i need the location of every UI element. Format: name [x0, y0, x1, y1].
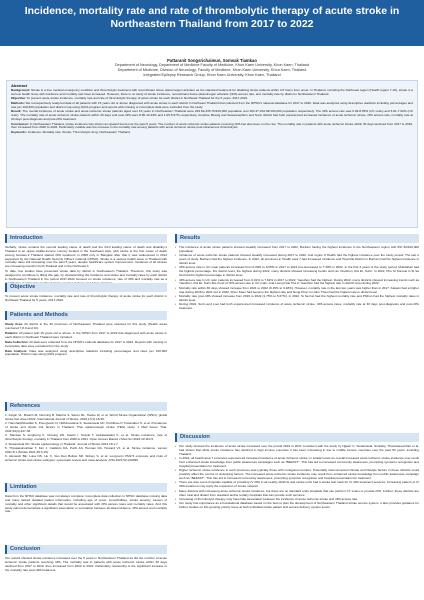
abstract-text: Incidence; Mortality rate; Stroke; Thrombolytic drug; Northeastern Thailand: [27, 129, 130, 134]
results-list: [175, 246, 419, 311]
poster-title: Incidence, mortality rate and rate of thrombolytic therapy of acute stroke in Northeastern Thailand from 2017 to 2022: [24, 5, 400, 30]
results-item: • Mortality rate post-rtPA showed increase from 2019 to 2022 (1.75% to 5.67%). In 2022, Si Sa Ket had the highest mortality rate and Phibun had the highest mortality rates in district level.: [175, 295, 419, 303]
affiliation: Integrated Epilepsy Research Group, Khon Kaen University, Khon Kaen, Thailand: [143, 73, 281, 77]
abstract-paragraph: [11, 131, 413, 135]
reference-item: 1. Feigin VL, Brainin M, Norrving B, Martins S, Sacco RL, Hacke W, et al. World Stroke Organization (WSO): global stroke fact sheet 2022. International Journal of Stroke. 2022;17(1):18-29.: [5, 413, 167, 421]
references-body: [5, 414, 167, 464]
discussion-item: • Many districts with increasing acute ischemic stroke incidence, but there are no standard endo hospitals that can perform CT scans or provide rtPA. Further, these districts are often rural and distant from standard and/or tertiary hospitals that can provide such services.: [175, 490, 419, 498]
introduction-paragraph: To date, few studies have presented stroke data by district in Northeastern Thailand. Therefore, this study was designed to contribute to filling this gap, by characterizing the incidence and stroke and mortality rates by each district in Northeastern Thailand in the period 2017-2022 focused on stroke incidence, rate of rtPA and mortality rate as a: [5, 269, 167, 281]
discussion-list: [175, 445, 419, 510]
results-item: • The incidence of acute stroke patients showed steadily increased from 2017 to 2022, Buriram having the highest incidence in the Northeastern region with 597.40/100,000 population.: [175, 246, 419, 254]
discussion-item: • Our study showed the incidence of acute stroke increased over the period 2019 to 2021 consistent with the study by Njjaeri C, Suwanwela. Similarly, Thamkaeowchan et al. had shown that while stroke incidence has declined in high income countries it has been increasing in low to middle income countries over the past 50 years, including Thailand.: [175, 445, 419, 457]
objective-text: To present acute stroke incidence, mortality rate and rate of thrombolytic therapy of acute stroke for each district in Northeast Thailand for 5 years, 2017-2022.: [5, 294, 167, 302]
results-body: [175, 246, 419, 312]
introduction-heading: Introduction: [5, 234, 167, 243]
abstract-text: Stroke is a true medical emergency condition and thrombolytic treatment with recombinant tissue plasminogen activator as the standard treatment for disabling stroke patients within 4.5 hours from onset. In Thailand, including the Northeast region (Health region 7-10), stroke is a serious health issue with incidence and mortality rate have increased. However, there is no study of stroke incidence, recombinant tissue plasminogen activator (rtPA) access rate, and mortality rate by district in Northeastern Thailand.: [11, 87, 413, 96]
affiliation: Department of Neurology, Department of Medicine Faculty of Medicine, Khon Kaen University, Khon Kaen, Thailand: [114, 63, 310, 67]
conclusion-text: Our results showed stroke incidence increased over the 5 years in Northeastern Thailand as did the number of acute ischemic stroke patients receiving rtPA. The mortality rate in patients with acute ischemic stroke within 30 days declined from 2017 to 2019, then increased from 2020 to 2022. Particularly noteworthy is the significant increase in the mortality rate post-rtPA treatment.: [5, 556, 167, 572]
author-names: Pattaranit Songsrichaimun, Somsak Tiamkao: [167, 58, 257, 63]
discussion-item: • Our study has importance as a foundational database based on the best to plan the development of Northeastern Thailand stroke service system, it also provides guidance for further studies on this growing priority issue at both individual stroke patient and service delivery system levels.: [175, 502, 419, 510]
abstract-label: Background:: [11, 87, 31, 92]
objective-body: [5, 295, 167, 304]
references-list: [5, 414, 167, 463]
methods-text: Data was analyzed using descriptive statistics including percentages and rates per 100,000 population. District map using QGIS program.: [5, 348, 167, 357]
limitation-heading: Limitation: [5, 483, 167, 492]
abstract-text: In Northeastern Thailand, stroke incidence has shown an upward trend over the past 5 years. The number of acute ischemic stroke patients receiving rtPA has also been on the rise. The mortality rate in patients with acute ischemic stroke within 30 days declined from 2017 to 2019, then increased from 2020 to 2022. Particularly notable was the increase in the mortality rate among patients with acute ischemic stroke post-intravenous thrombolysis.: [11, 121, 414, 130]
abstract-text: To present acute stroke incidence, mortality rate and rate of thrombolytic therapy of acute stroke for each district in Northeast Thailand for the 5 years, 2017-2022.: [26, 96, 249, 101]
methods-label: Patients:: [5, 330, 19, 335]
results-heading: Results: [175, 234, 419, 243]
discussion-item: • In 2022, all health area 7 provinces experienced increased incidence of acute ischemic stroke; in similar levels an overall increased acute ischemic stroke incidence may result from enhanced stroke knowledge from public awareness campaigns such as "BEFAST". This has led to increased community awareness, prompting symptom recognition and hospital presentation for treatment.: [175, 457, 419, 469]
results-item: • During 2022, Surin and Loei had both experienced increased incidence of acute ischemic stroke, rtPA access rates, mortality rate at 30 days post-diagnosis and post-rtPA treatment.: [175, 303, 419, 311]
results-item: • Mortality rate within 30 days showed increase from 2021 to 2022 (9.15% to 9.48%). However, mortality rate in the last two years was higher than in 2017. Kalasin had a higher rate during 2018 to 2021 but in 2022, Khon Kaen had become the highest rate and Nong Khon in Udon Thani had the highest rate in district level.: [175, 287, 419, 295]
abstract-label: Objective:: [11, 96, 26, 101]
methods-paragraph: [5, 341, 167, 349]
references-heading: References: [5, 402, 167, 411]
abstract-label: Conclusion:: [11, 121, 29, 126]
authors-block: [0, 58, 424, 78]
limitation-text: Data from the NHSO database was not always complete: incomplete data collection in NHSO database missing data and many lacked detailed patient information, including age of onset, comorbidities, stroke severity, causes of mortality and other significant details that would be associated with rtPA access rates and mortality rates. And this study cannot demonstrate a significant association or correlation between all data incidence, rtPA access and mortality rate.: [5, 494, 167, 514]
methods-paragraph: [5, 323, 167, 331]
poster-header: [0, 0, 424, 46]
discussion-item: • There are also some hospitals capable of providing IV rtPA in all nearby districts and stroke units had a stroke fast track for IV rtPA treatment services. Increasing pattern of IV rtPA treatment may imply the expansion of stroke network.: [175, 481, 419, 489]
methods-label: Data Collection:: [5, 339, 29, 344]
patients-methods-heading: Patients and Methods: [5, 311, 167, 320]
affiliation: Department of Medicine, Division of Neurology, Faculty of Medicine, Khon Kaen University, Khon Kaen, Thailand: [117, 68, 307, 72]
reference-item: 5. Thiyatakulsurikan T, Kim J, Caldkins DA, Poritt AS, Hennan DA, Howard VJ, et al. Stroke incidence. Lancet 2021;6:1 (Stroke 2021;38:3-15).: [5, 446, 167, 454]
conclusion-body: [5, 557, 167, 574]
reference-item: 2. Hanchaiphiboolkul S, Poungvarin N, Nidhinandana S, Suwanwela NC, Puthkhao P, Towanabut S, et al. Prevalence of stroke and stroke risk factors in Thailand: Thai epidemiologic stroke (TES) study. J Med Assoc Thai. 2011;94(4):427-36.: [5, 421, 167, 433]
patients-methods-body: [5, 323, 167, 359]
abstract-box: [6, 80, 418, 228]
methods-text: All data were collected from the NHSO's national database for 2017 to 2022. Reports with missing or incomplete data were excluded from the study.: [5, 339, 167, 348]
discussion-item: • Higher ischemic stroke incidence in such provinces was typically those with contiguous borders. Potentially interconnected climate and lifestyle factors in these districts could possibly affect the control of underlying factors. The increased acute ischemic stroke incidence may result from enhanced stroke knowledge from public awareness campaign such as "BEFAST". This has led to increased community awareness, prompting symptom recognition and hospital presentation for treatment.: [175, 469, 419, 481]
abstract-heading: Abstract: [11, 83, 28, 88]
methods-paragraph: [5, 332, 167, 340]
abstract-text: We retrospectively analyzed data of all patients with 15 years old or above diagnosed with acute stroke in each district in Northeast Thailand that collected from the NHSO's national database for 2017 to 2022. Data was analyzed using descriptive statistics including percentages and rate per 100,000 population and district map using QGIS program and reports with missing or incomplete data were excluded from the study.: [11, 100, 413, 109]
reference-item: 4. Suwanwela NC. Stroke epidemiology in Thailand. Journal of Stroke 2014;16:1-7.: [5, 441, 119, 446]
methods-paragraph: [5, 350, 167, 358]
objective-heading: Objective: [5, 283, 167, 292]
results-item: • Incidence of acute ischemic stroke patients showed steadily increased during 2017 to 2022. And region 9 Health had the highest incidence over the study period. The last 2 years of study, Buriram had the highest incidence. In 2022, all provinces in Health area 7 had increased incidence and Huai Rat District in Buriram had the highest incidence in district level.: [175, 254, 419, 266]
methods-text: All district in the 20 provinces of Northeastern Thailand were selected for this study (Health areas numbered 7,8,9 and 10).: [5, 322, 167, 330]
discussion-item: • Increasing of thrombolytic therapy may have little association between the incidence of acute ischemic stroke and rtPA access rate.: [175, 498, 419, 502]
abstract-label: Result:: [11, 109, 22, 114]
abstract-label: Methods:: [11, 100, 25, 105]
discussion-body: [175, 445, 419, 511]
introduction-paragraph: Globally, stroke remains the second leading cause of death and the third leading cause of death and disability.1 Thailand is an upper-middle-income country located in the Southeast Asia, with stroke is the first cause of death among females.2 Thailand started rtPA treatment in 2008 only in Bangkok after that it was widespread in 2014 supported by the National Health Security Office's national (NHSO). Stroke is a serious health issue in Thailand with mortality rates still increasing over the past 5 years, despite healthcare system improvement. Incidence of all strokes are increasing overall in both Thailand and in the Northeast.3: [5, 245, 167, 269]
results-item: • rtPA access rate in UC main patients increased from 6.09% to 8.05% in 2017 to 2021 but decreased to 7.49% in 2022. In the first 3 years of the study period, Mukdahan had the highest percentage. For district level, the highest during 2022, many districts showed increasing trends such as Yasothon, Roi Et, Surin. In 2022, Phu Si Somsai in Si Sa Ket had the highest percentage in district level.: [175, 266, 419, 278]
limitation-body: [5, 495, 167, 515]
methods-text: All patient with 15 years old or above, in the NHSO from 2017 to 2022 that diagnosed with acute stroke in each district in Northeast Thailand were included.: [5, 330, 167, 339]
reference-item: 6. Alexandr BE, Luna NS, Liu X, Van Den Bullow SR, Sidney S, et al. Long-term PM2.5 exposure and risks of ischemic stroke and stroke subtypes: systematic review and meta-analysis. AHA 2021;52:e00099: [5, 454, 167, 463]
discussion-heading: Discussion: [175, 433, 419, 442]
introduction-body: [5, 246, 167, 287]
methods-label: Study Area:: [5, 322, 23, 326]
abstract-text: The overall incidence of acute stroke and acute ischemic stroke patients aged over 15 years in Northeastern Thailand were 264.69-335.76/100,000 population and 184.37-232.82/100,000 population respectively. The rtPA access rate was 6.09-8.05% (UC main) and 6.01-7.92% (UC refer). The mortality rate of acute ischemic stroke patients within 30 days and post-rtPA were 8.80-10.43% and 1.65-5.67% respectively. Amphoe Muang and Suwannaphum and Surin district had both experienced increased incidence of acute ischemic stroke, rtPA access rate, mortality rate at 30 days post-diagnosis and post-rtPA treatment.: [11, 109, 413, 122]
abstract-paragraph: [11, 110, 413, 122]
conclusion-heading: Conclusion: [5, 545, 167, 554]
methods-label: Data Analysis:: [5, 348, 28, 353]
reference-item: 3. Tiamkao S, Ienghong K, Cheung LW, Celebi I, Suzuki T, Apiratwarakul K, et al. Stroke incidence, rate of thrombolytic therapy, mortality in Thailand from 2009 to 2021. Open Access Maced J Med Sci 2022;10:110-5.: [5, 433, 167, 442]
abstract-label: Keywords:: [11, 129, 27, 134]
results-item: • rtPA access rate in UC refer patients increased from 6.01% to 7.92% in 2017 to 2022. Yasothon had the highest. During 2022, many districts showed increasing trends such as Yasothon, Roi Et, Surin like trend of rtPA access rate in UC main. And Loeng Nok Tha in Yasothon had the highest rate in district level during 2022.: [175, 279, 419, 287]
